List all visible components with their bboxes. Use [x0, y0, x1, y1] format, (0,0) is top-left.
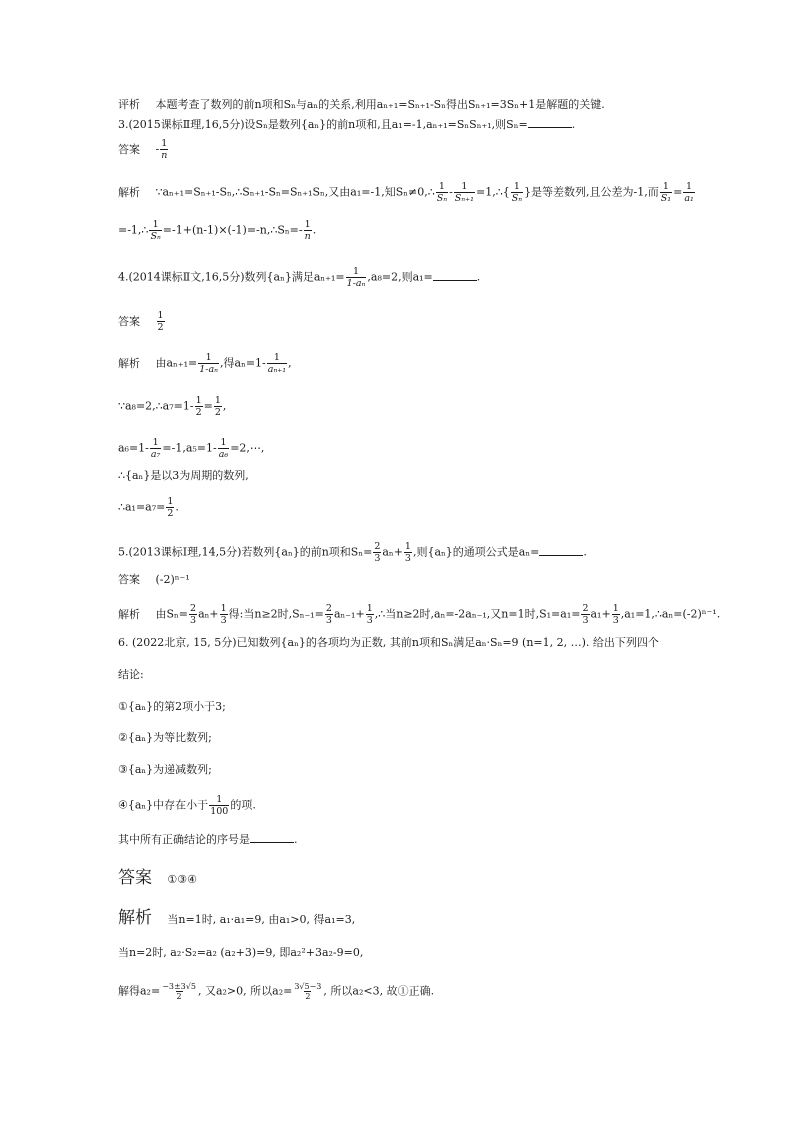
solution-label: 解析	[118, 185, 140, 199]
denominator: 3	[404, 553, 411, 564]
denominator: 3	[374, 553, 381, 564]
fraction	[454, 181, 475, 204]
fraction	[325, 603, 333, 626]
question-6-solution-2	[118, 946, 363, 960]
question-3-solution-1: 解析 ∵aₙ₊₁=Sₙ₊₁-Sₙ,∴Sₙ₊₁-Sₙ=Sₙ₊₁Sₙ,又由a₁=-1,知Sₙ≠0,∴ $\frac{1}{\text{Sₙ}}$ - $\frac{1}{\text{Sₙ₊₁}}$ =1,∴{ $\frac{1}{\text{Sₙ}}$ }是等差数列,且公差为-1,而 $\frac{1}{\text{S₁}}$ = $\frac{1}{\text{a₁}}$	[118, 181, 694, 204]
numerator: 1	[273, 352, 280, 363]
question-4-solution-3	[118, 437, 264, 460]
solution-text: =1,∴	[475, 185, 503, 199]
fraction	[366, 603, 374, 626]
denominator: 100	[210, 806, 229, 817]
numerator: 1	[686, 181, 693, 192]
denominator: 3	[612, 615, 619, 626]
answer-blank	[539, 545, 583, 556]
solution-label: 解析	[118, 356, 140, 370]
solution-label: 解析	[118, 908, 152, 928]
solution-text: 当n=1时, a₁·a₁=9, 由a₁>0, 得a₁=3,	[167, 913, 356, 926]
numerator: 2	[374, 541, 381, 552]
fraction	[660, 181, 672, 204]
answer-blank	[433, 270, 477, 281]
question-3-answer	[118, 138, 169, 161]
conclusion-text: ④{aₙ}中存在小于	[118, 798, 209, 812]
fraction	[214, 395, 222, 418]
comment-text: 本题考查了数列的前n项和Sₙ与aₙ的关系,利用aₙ₊₁=Sₙ₊₁-Sₙ得出Sₙ₊₁=3Sₙ+1是解题的关键.	[155, 98, 605, 111]
numerator: 1	[438, 181, 445, 192]
numerator: 2	[325, 603, 332, 614]
numerator: 1	[216, 794, 223, 805]
numerator: 1	[513, 181, 520, 192]
solution-text: a₁+	[590, 607, 611, 621]
denominator: S₁	[660, 193, 672, 204]
numerator: 1	[612, 603, 619, 614]
conclusion-2	[118, 731, 212, 745]
numerator: 1	[167, 496, 174, 507]
answer-label: 答案	[118, 868, 152, 888]
denominator: Sₙ	[150, 231, 161, 242]
fraction	[404, 541, 412, 564]
solution-text: aₙ₋₁+	[333, 607, 365, 621]
denominator: 3	[325, 615, 332, 626]
fraction	[195, 395, 203, 418]
question-4: 4.(2014课标Ⅱ文,16,5分)数列{aₙ}满足aₙ₊₁= $\frac{1}{\text{1-aₙ}}$ ,a₈=2,则a₁= .	[118, 266, 481, 289]
conclusion-3	[118, 763, 212, 777]
fraction	[149, 219, 161, 242]
answer-blank	[528, 117, 572, 128]
answer-label: 答案	[118, 142, 140, 156]
fraction	[218, 437, 229, 460]
fraction	[150, 437, 161, 460]
question-3: 3.(2015课标Ⅱ理,16,5分)设Sₙ是数列{aₙ}的前n项和,且a₁=-1,aₙ₊₁=SₙSₙ₊₁,则Sₙ= .	[118, 118, 576, 131]
numerator: 1	[220, 437, 227, 448]
solution-text: a₆=1-	[118, 441, 149, 455]
numerator: 1	[220, 603, 227, 614]
fraction	[161, 982, 197, 1001]
denominator: aₙ₊₁	[267, 364, 287, 375]
numerator: 1	[366, 603, 373, 614]
numerator: 2	[190, 603, 197, 614]
fraction	[189, 603, 197, 626]
fraction	[293, 982, 322, 1001]
question-3-text: 3.(2015课标Ⅱ理,16,5分)设Sₙ是数列{aₙ}的前n项和,且a₁=-1,aₙ₊₁=SₙSₙ₊₁,则Sₙ=	[118, 118, 528, 131]
denominator: 2	[214, 407, 221, 418]
numerator: 1	[152, 219, 159, 230]
solution-text: 得:当n≥2时,Sₙ₋₁=	[228, 607, 324, 621]
solution-text: ,a₁=1,∴aₙ=(-2)ⁿ⁻¹.	[620, 607, 721, 621]
fraction	[612, 603, 620, 626]
question-4-solution-1: 解析 由aₙ₊₁= $\frac{1}{\text{1-aₙ}}$ ,得aₙ=1- $\frac{1}{\text{aₙ₊₁}}$ ,	[118, 352, 292, 375]
numerator: 1	[662, 181, 669, 192]
question-6-text: 结论:	[118, 668, 144, 681]
solution-text: =-1,a₅=1-	[162, 441, 217, 455]
question-3-solution-2: =-1,∴ $\frac{1}{\text{Sₙ}}$ =-1+(n-1)×(-1)=-n,∴Sₙ=- $\frac{1}{n}$ .	[118, 219, 317, 242]
numerator: 1	[157, 310, 164, 321]
fraction	[683, 181, 694, 204]
comment-label: 评析	[118, 98, 140, 111]
question-4-text: 4.(2014课标Ⅱ文,16,5分)数列{aₙ}满足aₙ₊₁=	[118, 270, 345, 284]
denominator: 2	[176, 992, 182, 1001]
question-4-solution-4	[118, 469, 249, 483]
comment-line	[118, 98, 605, 112]
fraction	[166, 496, 174, 519]
denominator: a₁	[684, 193, 694, 204]
denominator: 1-aₙ	[199, 364, 219, 375]
fraction	[267, 352, 287, 375]
denominator: 2	[167, 508, 174, 519]
question-5-text: aₙ+	[382, 545, 403, 559]
denominator: n	[304, 231, 311, 242]
solution-text: =-1+(n-1)×(-1)=-n,∴Sₙ=-	[162, 223, 303, 237]
question-4-solution-2: ∵a₈=2,∴a₇=1- $\frac{1}{2}$ = $\frac{1}{2}$ ,	[118, 395, 227, 418]
denominator: a₇	[150, 449, 161, 460]
question-6-ask: 其中所有正确结论的序号是 .	[118, 833, 298, 846]
conclusion-text: ②{aₙ}为等比数列;	[118, 731, 212, 744]
solution-label: 解析	[118, 607, 140, 621]
question-4-solution-5: ∴a₁=a₇= $\frac{1}{2}$ .	[118, 496, 179, 519]
question-5-answer	[118, 573, 190, 587]
conclusion-1	[118, 700, 226, 714]
fraction	[220, 603, 228, 626]
fraction	[436, 181, 448, 204]
numerator: 1	[152, 437, 159, 448]
answer-value: ①③④	[167, 873, 197, 886]
denominator: 3	[220, 615, 227, 626]
numerator: 1	[304, 219, 311, 230]
question-5: 5.(2013课标Ⅰ理,14,5分)若数列{aₙ}的前n项和Sₙ= $\frac{2}{3}$ aₙ+ $\frac{1}{3}$ ,则{aₙ}的通项公式是aₙ= .	[118, 541, 587, 564]
denominator: 3	[582, 615, 589, 626]
denominator: Sₙ	[436, 193, 448, 204]
answer-label: 答案	[118, 573, 140, 586]
conclusion-text: 的项.	[230, 798, 256, 812]
conclusion-text: ①{aₙ}的第2项小于3;	[118, 700, 226, 713]
denominator: Sₙ	[511, 193, 523, 204]
question-5-solution	[118, 603, 720, 626]
solution-text: 由aₙ₊₁=	[155, 356, 198, 370]
numerator: 1	[461, 181, 468, 192]
solution-text: ∵a₈=2,∴a₇=1-	[118, 399, 194, 413]
answer-value: (-2)ⁿ⁻¹	[155, 573, 190, 586]
question-6-line-2	[118, 668, 144, 682]
answer-fraction	[160, 138, 168, 161]
solution-text: ,∴当n≥2时,aₙ=-2aₙ₋₁,又n=1时,S₁=a₁=	[374, 607, 581, 621]
numerator: 3√5−3	[294, 982, 322, 991]
question-6-text: 其中所有正确结论的序号是	[118, 833, 250, 846]
question-5-text: 5.(2013课标Ⅰ理,14,5分)若数列{aₙ}的前n项和Sₙ=	[118, 545, 373, 559]
answer-label: 答案	[118, 314, 140, 328]
denominator: n	[161, 150, 168, 161]
fraction	[209, 794, 229, 817]
conclusion-text: ③{aₙ}为递减数列;	[118, 763, 212, 776]
answer-sign: -	[155, 142, 160, 156]
fraction	[198, 352, 219, 375]
fraction	[346, 266, 367, 289]
numerator: 1	[195, 395, 202, 406]
solution-text: ∵aₙ₊₁=Sₙ₊₁-Sₙ,∴Sₙ₊₁-Sₙ=Sₙ₊₁Sₙ,又由a₁=-1,知Sₙ≠0,∴	[155, 185, 435, 199]
fraction	[511, 181, 523, 204]
fraction	[373, 541, 381, 564]
solution-text: , 又a₂>0, 所以a₂=	[197, 984, 293, 998]
denominator: 3	[366, 615, 373, 626]
solution-text: =-1,∴	[118, 223, 149, 237]
question-4-answer	[118, 310, 166, 333]
numerator: 1	[205, 352, 212, 363]
solution-text: ∴a₁=a₇=	[118, 500, 166, 514]
fraction	[581, 603, 589, 626]
numerator: 1	[404, 541, 411, 552]
numerator: 2	[582, 603, 589, 614]
denominator: 3	[190, 615, 197, 626]
denominator: Sₙ₊₁	[454, 193, 474, 204]
denominator: 1-aₙ	[346, 278, 366, 289]
solution-text: 解得a₂=	[118, 984, 161, 998]
denominator: a₆	[218, 449, 229, 460]
question-6-answer	[118, 868, 197, 890]
solution-text: 由Sₙ=	[155, 607, 189, 621]
solution-text: =2,⋯,	[230, 441, 265, 455]
numerator: 1	[161, 138, 168, 149]
denominator: 2	[195, 407, 202, 418]
question-5-text: ,则{aₙ}的通项公式是aₙ=	[412, 545, 540, 559]
answer-fraction	[157, 310, 165, 333]
solution-text: 是等差数列,且公差为-1,而	[531, 185, 659, 199]
numerator: 1	[214, 395, 221, 406]
solution-text: 当n=2时, a₂·S₂=a₂ (a₂+3)=9, 即a₂²+3a₂-9=0,	[118, 946, 364, 959]
question-4-text: ,a₈=2,则a₁=	[367, 270, 433, 284]
denominator: 2	[157, 322, 164, 333]
solution-text: aₙ+	[198, 607, 219, 621]
question-6-solution-3	[118, 982, 434, 1001]
question-6-solution-1	[118, 908, 355, 930]
denominator: 2	[305, 992, 311, 1001]
question-6-line-1	[118, 636, 659, 650]
conclusion-4	[118, 794, 256, 817]
solution-text: , 所以a₂<3, 故①正确.	[323, 984, 435, 998]
fraction	[304, 219, 312, 242]
solution-text: =	[203, 399, 213, 413]
solution-text: ,得aₙ=1-	[220, 356, 266, 370]
numerator: 1	[352, 266, 360, 277]
solution-text: ∴{aₙ}是以3为周期的数列,	[118, 469, 249, 482]
answer-blank	[250, 832, 294, 843]
question-6-text: 6. (2022北京, 15, 5分)已知数列{aₙ}的各项均为正数, 其前n项和Sₙ满足aₙ·Sₙ=9 (n=1, 2, …). 给出下列四个	[118, 636, 659, 649]
numerator: −3±3√5	[162, 982, 196, 991]
